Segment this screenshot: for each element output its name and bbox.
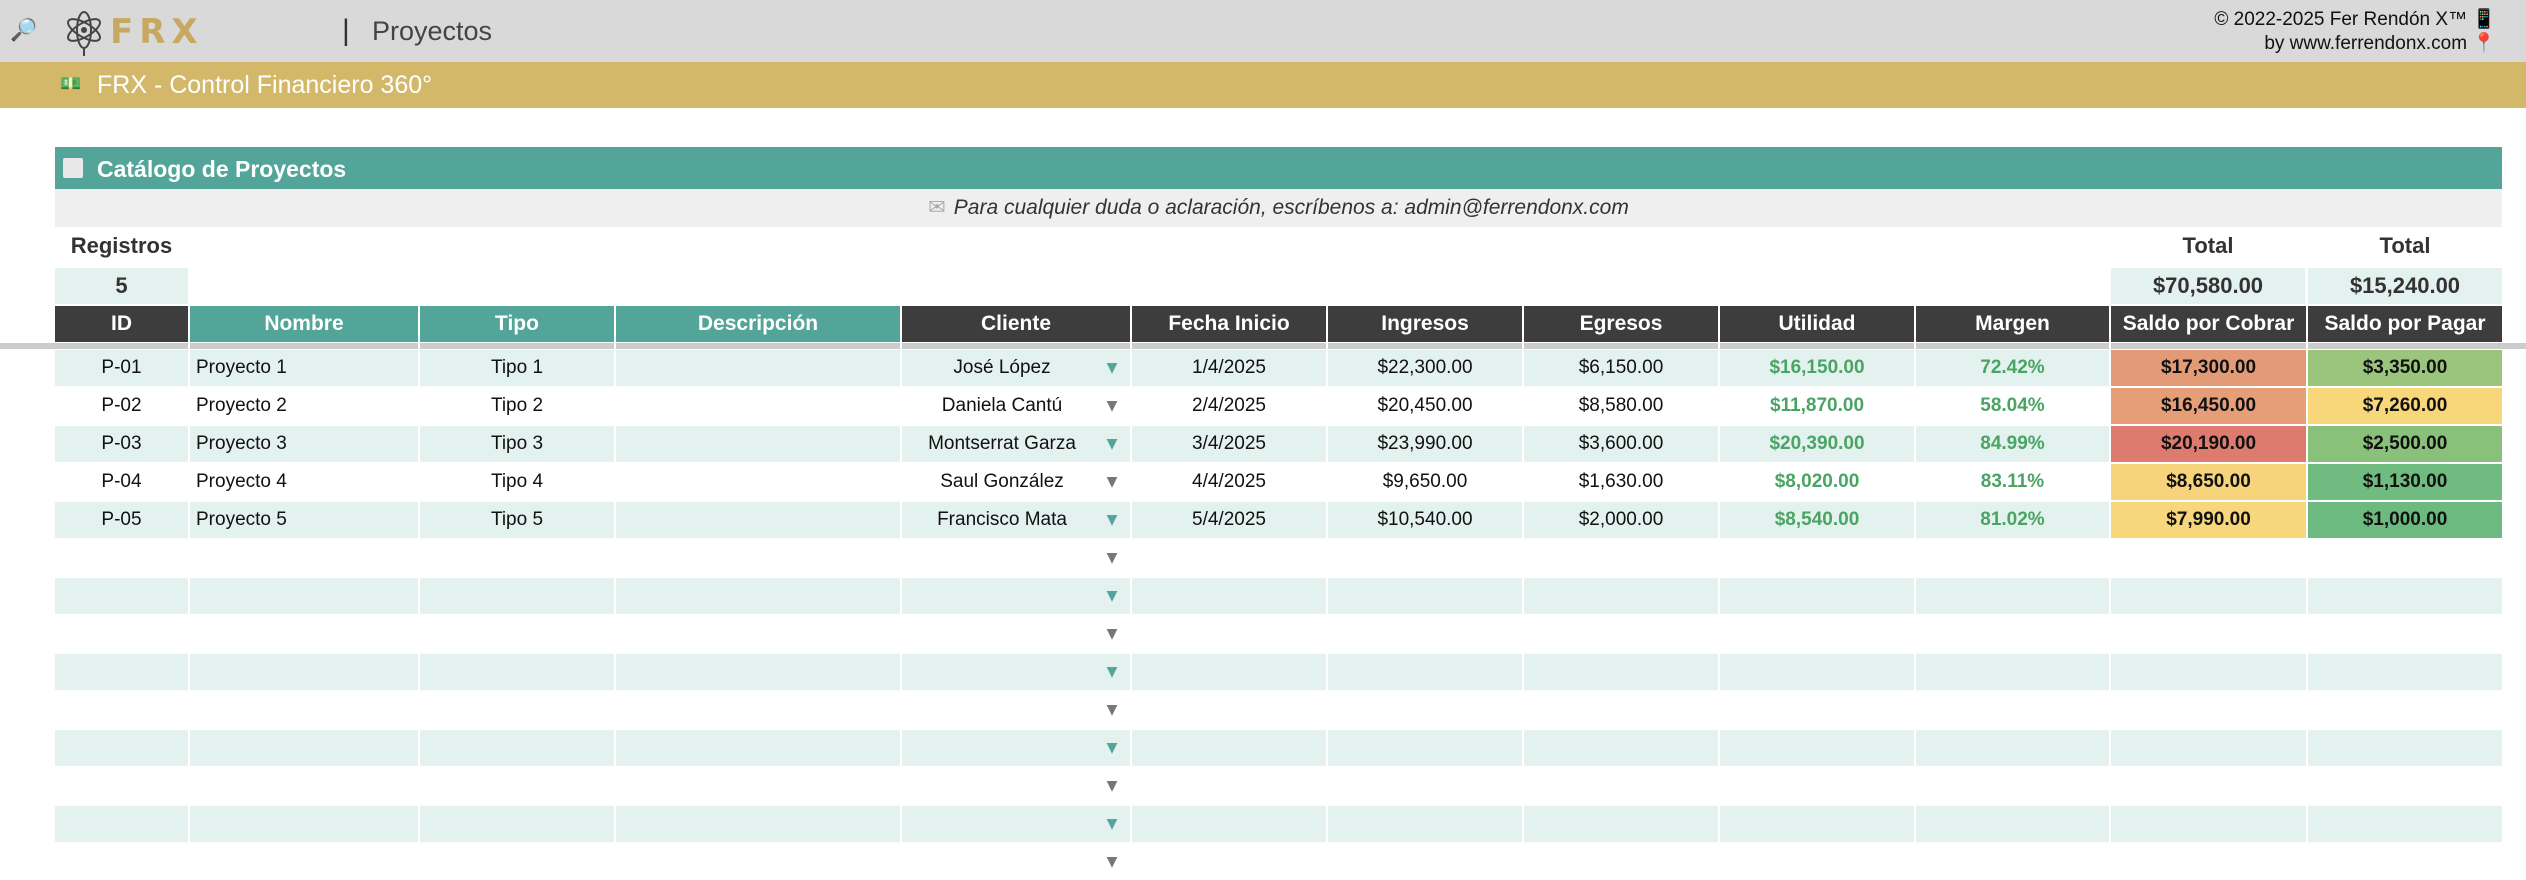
cell-cliente[interactable]: Montserrat Garza [928, 433, 1076, 454]
cell-fecha[interactable]: 2/4/2025 [1192, 395, 1266, 416]
registros-label: Registros [70, 233, 173, 258]
cell-utilidad[interactable]: $11,870.00 [1769, 395, 1865, 416]
col-header-tipo[interactable]: Tipo [420, 306, 614, 342]
cell-saldo-pagar[interactable]: $2,500.00 [2308, 426, 2502, 462]
cell-nombre[interactable]: Proyecto 3 [196, 433, 287, 454]
app-banner [0, 62, 2526, 108]
column-divider [1130, 343, 1132, 880]
cell-fecha[interactable]: 1/4/2025 [1192, 357, 1266, 378]
envelope-icon: ✉ [928, 196, 946, 219]
copyright-line: © 2022-2025 Fer Rendón X™ 📱 [2214, 9, 2496, 30]
empty-row[interactable] [55, 540, 2502, 576]
atom-logo-icon [64, 6, 104, 58]
contact-note [55, 189, 2502, 227]
cell-saldo-pagar[interactable]: $1,130.00 [2308, 464, 2502, 500]
table-row[interactable] [55, 388, 2502, 424]
cell-egresos[interactable]: $3,600.00 [1578, 433, 1664, 454]
cell-saldo-cobrar[interactable]: $20,190.00 [2111, 426, 2306, 462]
column-divider [418, 343, 420, 880]
column-divider [900, 343, 902, 880]
table-row[interactable] [55, 464, 2502, 500]
cell-ingresos[interactable]: $9,650.00 [1382, 471, 1468, 492]
cell-cliente[interactable]: Daniela Cantú [941, 395, 1063, 416]
cell-nombre[interactable]: Proyecto 5 [196, 509, 287, 530]
section-header [55, 147, 2502, 189]
copyright [2214, 8, 2496, 56]
table-row[interactable] [55, 426, 2502, 462]
cell-margen[interactable]: 81.02% [1980, 509, 2045, 530]
cell-fecha[interactable]: 3/4/2025 [1192, 433, 1266, 454]
note-icon [63, 158, 83, 178]
col-header-utilidad[interactable]: Utilidad [1720, 306, 1914, 342]
cell-cliente[interactable]: Francisco Mata [937, 509, 1067, 530]
cell-tipo[interactable]: Tipo 3 [490, 433, 544, 454]
table-row[interactable] [55, 502, 2502, 538]
col-header-nombre[interactable]: Nombre [190, 306, 418, 342]
empty-row[interactable] [55, 844, 2502, 880]
cell-tipo[interactable]: Tipo 5 [490, 509, 544, 530]
column-divider [1522, 343, 1524, 880]
total-cobrar-label: Total [2182, 233, 2234, 258]
cell-cliente[interactable]: Saul González [940, 471, 1064, 492]
dropdown-arrow-icon[interactable]: ▼ [1106, 740, 1118, 756]
col-header-ingresos[interactable]: Ingresos [1328, 306, 1522, 342]
cell-margen[interactable]: 83.11% [1980, 471, 2045, 492]
dropdown-arrow-icon[interactable]: ▼ [1106, 816, 1118, 832]
cell-saldo-cobrar[interactable]: $7,990.00 [2111, 502, 2306, 538]
empty-row[interactable] [55, 616, 2502, 652]
app-title: FRX - Control Financiero 360° [97, 71, 433, 99]
empty-row[interactable] [55, 768, 2502, 804]
column-divider [2109, 343, 2111, 880]
website-line[interactable]: by www.ferrendonx.com 📍 [2264, 33, 2496, 54]
cell-egresos[interactable]: $1,630.00 [1578, 471, 1664, 492]
dropdown-arrow-icon[interactable]: ▼ [1106, 854, 1118, 870]
cell-saldo-pagar[interactable]: $3,350.00 [2308, 350, 2502, 386]
col-header-id[interactable]: ID [55, 306, 188, 342]
section-title: Catálogo de Proyectos [97, 156, 347, 182]
dropdown-arrow-icon[interactable]: ▼ [1106, 664, 1118, 680]
col-header-fecha[interactable]: Fecha Inicio [1132, 306, 1326, 342]
magnifier-icon[interactable]: 🔎 [10, 18, 38, 43]
top-bar [0, 0, 2526, 62]
cell-descripcion[interactable] [616, 350, 900, 386]
cell-descripcion[interactable] [616, 502, 900, 538]
cell-margen[interactable]: 84.99% [1980, 433, 2045, 454]
cell-utilidad[interactable]: $20,390.00 [1769, 433, 1865, 454]
page-title: Proyectos [372, 16, 493, 46]
freeze-divider [0, 343, 2526, 349]
cell-margen[interactable]: 72.42% [1980, 357, 2045, 378]
cell-ingresos[interactable]: $10,540.00 [1377, 509, 1473, 530]
cell-descripcion[interactable] [616, 388, 900, 424]
frx-logo [64, 6, 204, 58]
cell-egresos[interactable]: $6,150.00 [1578, 357, 1664, 378]
cell-descripcion[interactable] [616, 426, 900, 462]
table-row[interactable] [55, 350, 2502, 386]
cell-ingresos[interactable]: $20,450.00 [1377, 395, 1473, 416]
cell-fecha[interactable]: 4/4/2025 [1192, 471, 1266, 492]
column-divider [1326, 343, 1328, 880]
dropdown-arrow-icon[interactable]: ▼ [1106, 512, 1118, 528]
cell-saldo-pagar[interactable]: $7,260.00 [2308, 388, 2502, 424]
dropdown-arrow-icon[interactable]: ▼ [1106, 436, 1118, 452]
cell-saldo-cobrar[interactable]: $8,650.00 [2111, 464, 2306, 500]
logo-text: FRX [110, 12, 204, 52]
dropdown-arrow-icon[interactable]: ▼ [1106, 626, 1118, 642]
cell-saldo-pagar[interactable]: $1,000.00 [2308, 502, 2502, 538]
cell-utilidad[interactable]: $16,150.00 [1769, 357, 1865, 378]
col-header-saldo-cobrar[interactable]: Saldo por Cobrar [2111, 306, 2306, 342]
cell-nombre[interactable]: Proyecto 2 [196, 395, 287, 416]
cell-id[interactable]: P-02 [101, 395, 142, 416]
registros-value: 5 [55, 268, 188, 304]
column-divider [1914, 343, 1916, 880]
total-cobrar-value: $70,580.00 [2111, 268, 2305, 304]
column-divider [614, 343, 616, 880]
cell-tipo[interactable]: Tipo 1 [490, 357, 544, 378]
cell-id[interactable]: P-05 [101, 509, 142, 530]
cell-tipo[interactable]: Tipo 4 [490, 471, 544, 492]
empty-row[interactable] [55, 578, 2502, 614]
cell-nombre[interactable]: Proyecto 4 [196, 471, 287, 492]
title-separator: | [342, 14, 350, 47]
empty-row[interactable] [55, 654, 2502, 690]
total-pagar-value: $15,240.00 [2308, 268, 2502, 304]
cell-tipo[interactable]: Tipo 2 [490, 395, 544, 416]
dropdown-arrow-icon[interactable]: ▼ [1106, 550, 1118, 566]
col-header-cliente[interactable]: Cliente [902, 306, 1130, 342]
cell-id[interactable]: P-01 [101, 357, 142, 378]
cell-utilidad[interactable]: $8,540.00 [1774, 509, 1860, 530]
column-divider [2306, 343, 2308, 880]
cell-ingresos[interactable]: $22,300.00 [1377, 357, 1473, 378]
cell-ingresos[interactable]: $23,990.00 [1377, 433, 1473, 454]
cell-saldo-cobrar[interactable]: $16,450.00 [2111, 388, 2306, 424]
dropdown-arrow-icon[interactable]: ▼ [1106, 360, 1118, 376]
cell-id[interactable]: P-03 [101, 433, 142, 454]
column-divider [188, 343, 190, 880]
cell-fecha[interactable]: 5/4/2025 [1192, 509, 1266, 530]
cell-descripcion[interactable] [616, 464, 900, 500]
cell-margen[interactable]: 58.04% [1980, 395, 2045, 416]
col-header-descripcion[interactable]: Descripción [616, 306, 900, 342]
col-header-egresos[interactable]: Egresos [1524, 306, 1718, 342]
column-divider [1718, 343, 1720, 880]
cell-utilidad[interactable]: $8,020.00 [1774, 471, 1860, 492]
dropdown-arrow-icon[interactable]: ▼ [1106, 474, 1118, 490]
dropdown-arrow-icon[interactable]: ▼ [1106, 702, 1118, 718]
total-pagar-label: Total [2379, 233, 2431, 258]
col-header-margen[interactable]: Margen [1916, 306, 2109, 342]
cell-egresos[interactable]: $2,000.00 [1578, 509, 1664, 530]
money-icon: 💵 [60, 74, 82, 93]
cell-id[interactable]: P-04 [101, 471, 142, 492]
cell-saldo-cobrar[interactable]: $17,300.00 [2111, 350, 2306, 386]
empty-row[interactable] [55, 806, 2502, 842]
cell-egresos[interactable]: $8,580.00 [1578, 395, 1664, 416]
cell-cliente[interactable]: José López [953, 357, 1051, 378]
contact-text: Para cualquier duda o aclaración, escríbenos a: admin@ferrendonx.com [953, 196, 1629, 219]
col-header-saldo-pagar[interactable]: Saldo por Pagar [2308, 306, 2502, 342]
dropdown-arrow-icon[interactable]: ▼ [1106, 588, 1118, 604]
cell-nombre[interactable]: Proyecto 1 [196, 357, 287, 378]
dropdown-arrow-icon[interactable]: ▼ [1106, 778, 1118, 794]
empty-row[interactable] [55, 692, 2502, 728]
dropdown-arrow-icon[interactable]: ▼ [1106, 398, 1118, 414]
empty-row[interactable] [55, 730, 2502, 766]
